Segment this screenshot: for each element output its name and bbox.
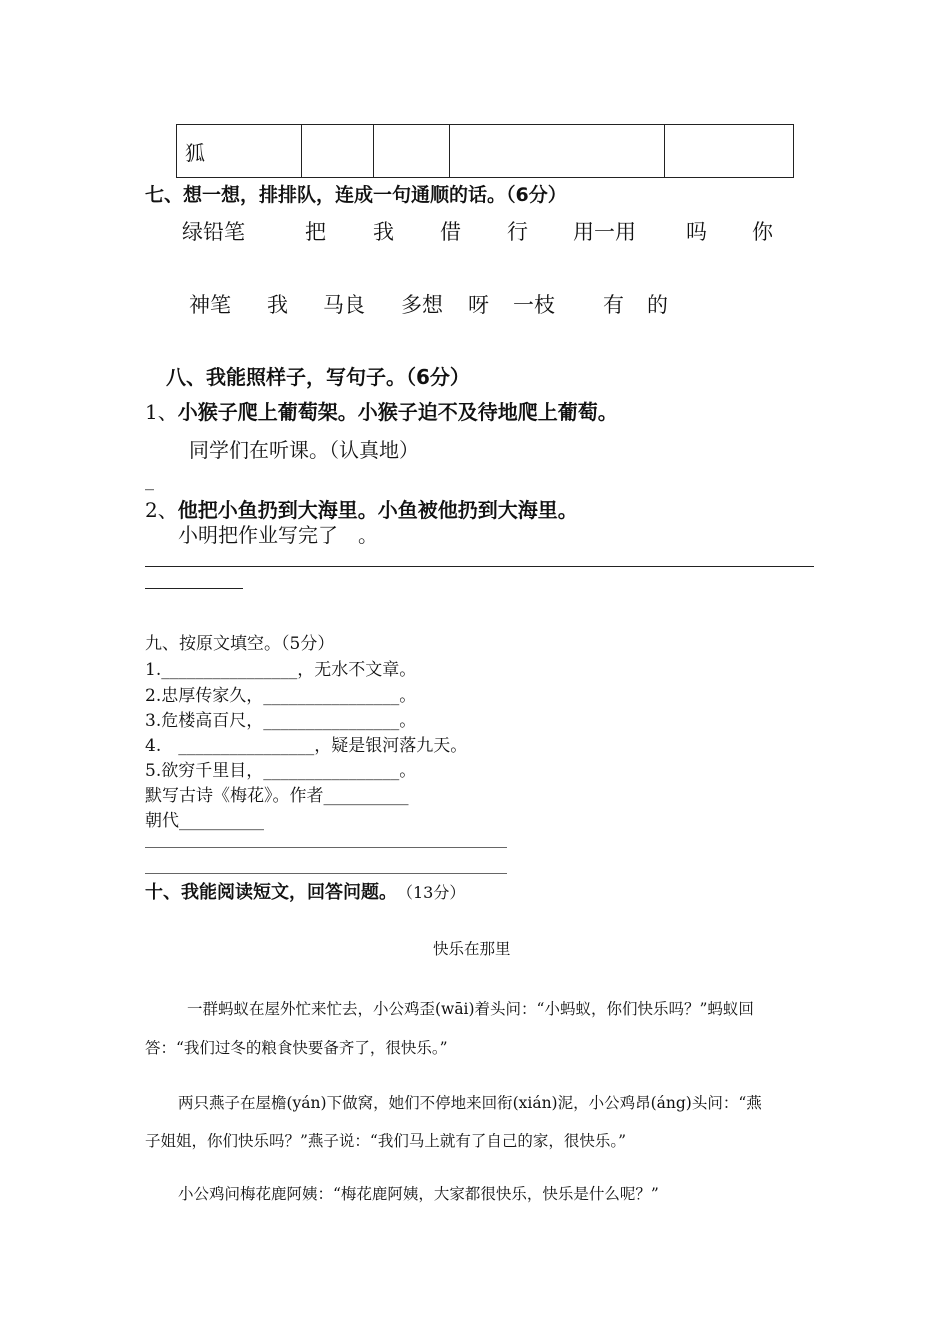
poem-line[interactable]: [145, 847, 507, 848]
poem-line[interactable]: [145, 873, 507, 874]
example-sentence: 他把小鱼扔到大海里。小鱼被他扔到大海里。: [177, 498, 578, 522]
section-10-title: [145, 878, 465, 904]
answer-line[interactable]: [145, 588, 243, 589]
word-tile: 行: [507, 220, 528, 244]
fill-line[interactable]: 4. ________________，疑是银河落九天。: [145, 736, 468, 756]
answer-line[interactable]: [145, 566, 814, 567]
fill-line[interactable]: 3.危楼高百尺，________________。: [145, 711, 417, 731]
word-tile: 借: [440, 220, 461, 244]
word-tile: 多想: [401, 293, 443, 317]
story-paragraph: 答：“我们过冬的粮食快要备齐了，很快乐。”: [145, 1039, 448, 1057]
fill-line[interactable]: 2.忠厚传家久，________________。: [145, 686, 417, 706]
word-tile: 呀: [468, 293, 489, 317]
section-7-title: 七、想一想，排排队，连成一句通顺的话。（6分）: [145, 184, 567, 206]
table-cell: 狐: [177, 125, 302, 178]
fill-line[interactable]: 朝代__________: [145, 811, 264, 831]
story-title: 快乐在那里: [433, 940, 511, 958]
word-tile: 用一用: [573, 220, 636, 244]
example-1: [145, 396, 618, 425]
answer-blank[interactable]: _: [145, 470, 154, 491]
section-10-heading: 十、我能阅读短文，回答问题。: [145, 882, 397, 903]
word-tile: 我: [267, 293, 288, 317]
task-1: 同学们在听课。（认真地）: [189, 438, 419, 462]
word-tile: 马良: [323, 293, 365, 317]
table-cell[interactable]: [302, 125, 374, 178]
story-paragraph: 两只燕子在屋檐(yán)下做窝，她们不停地来回衔(xián)泥，小公鸡昂(áng)头问：“燕: [178, 1094, 762, 1112]
word-tile: 我: [373, 220, 394, 244]
example-number: 1、: [145, 400, 178, 424]
fill-line[interactable]: 1.________________，无水不文章。: [145, 660, 417, 680]
word-tile: 你: [752, 220, 773, 244]
fill-line[interactable]: 默写古诗《梅花》。作者__________: [145, 786, 409, 806]
story-paragraph: 一群蚂蚁在屋外忙来忙去，小公鸡歪(wāi)着头问：“小蚂蚁，你们快乐吗？”蚂蚁回: [187, 1000, 754, 1018]
word-tile: 把: [305, 220, 326, 244]
word-tile: 神笔: [189, 293, 231, 317]
table-cell[interactable]: [374, 125, 450, 178]
example-number: 2、: [145, 498, 178, 522]
task-2: 小明把作业写完了 。: [178, 523, 378, 547]
word-tile: 吗: [686, 220, 707, 244]
table-cell[interactable]: [665, 125, 794, 178]
section-10-score: （13分）: [405, 883, 466, 902]
section-8-title: 八、我能照样子，写句子。（6分）: [166, 365, 470, 389]
table-cell[interactable]: [450, 125, 665, 178]
fill-line[interactable]: 5.欲穷千里目，________________。: [145, 761, 417, 781]
word-tile: 一枝: [513, 293, 555, 317]
answer-table: [176, 124, 794, 178]
example-sentence: 小猴子爬上葡萄架。小猴子迫不及待地爬上葡萄。: [177, 400, 618, 424]
word-tile: 的: [647, 293, 668, 317]
story-paragraph: 小公鸡问梅花鹿阿姨：“梅花鹿阿姨，大家都很快乐，快乐是什么呢？”: [178, 1185, 659, 1203]
story-paragraph: 子姐姐，你们快乐吗？”燕子说：“我们马上就有了自己的家，很快乐。”: [145, 1132, 627, 1150]
section-9-title: 九、按原文填空。（5分）: [145, 634, 335, 654]
word-tile: 有: [603, 293, 624, 317]
word-tile: 绿铅笔: [182, 220, 245, 244]
table-row: [177, 125, 794, 178]
